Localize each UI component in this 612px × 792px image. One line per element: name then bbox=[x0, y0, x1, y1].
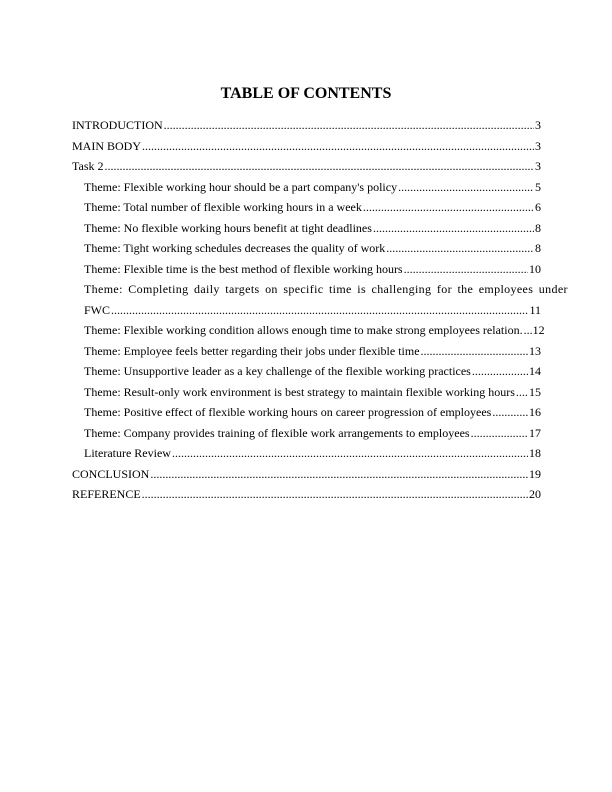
toc-entry-text: Theme: Positive effect of flexible working hours on career progression of employees bbox=[84, 405, 492, 419]
toc-entry-theme-best-method[interactable] bbox=[72, 259, 541, 280]
toc-entry-conclusion[interactable] bbox=[72, 464, 541, 485]
toc-page-number: 5 bbox=[535, 179, 541, 194]
toc-page-number: 13 bbox=[529, 343, 541, 358]
toc-page-number: 15 bbox=[529, 384, 541, 399]
toc-page-number: 12 bbox=[532, 323, 545, 337]
toc-entry-task-2[interactable] bbox=[72, 156, 541, 177]
toc-entry-text: REFERENCE bbox=[72, 487, 141, 501]
toc-entry-text: Theme: Flexible working condition allows enough time to make strong employees relation. bbox=[84, 323, 523, 337]
toc-page-number: 18 bbox=[529, 446, 541, 460]
toc-leader-dots bbox=[373, 218, 534, 239]
toc-leader-dots bbox=[111, 300, 528, 321]
toc-page-number: 3 bbox=[535, 118, 541, 132]
toc-page-number: 16 bbox=[529, 405, 541, 419]
toc-leader-dots bbox=[142, 484, 528, 505]
toc-entry-text: Literature Review bbox=[84, 446, 171, 460]
toc-entry-text: INTRODUCTION bbox=[72, 118, 163, 132]
toc-entry-literature-review[interactable] bbox=[72, 443, 541, 464]
toc-entry-text: Theme: Company provides training of flexible work arrangements to employees bbox=[84, 425, 470, 440]
toc-entry-main-body[interactable] bbox=[72, 136, 541, 157]
toc-entry-theme-company-policy[interactable] bbox=[72, 177, 541, 198]
toc-leader-dots bbox=[363, 197, 534, 218]
toc-entry-text: Theme: Completing daily targets on specific time is challenging for the employees under bbox=[84, 282, 568, 296]
toc-entry-theme-daily-targets[interactable] bbox=[72, 279, 568, 300]
toc-leader-dots bbox=[398, 177, 534, 198]
toc-leader-dots bbox=[386, 238, 534, 259]
toc-entry-text: Theme: Flexible working hour should be a part company's policy bbox=[84, 179, 398, 194]
toc-entry-theme-employee-relation[interactable] bbox=[72, 320, 545, 341]
toc-entry-text: Task 2 bbox=[72, 159, 104, 173]
toc-leader-dots bbox=[172, 443, 528, 464]
toc-page-number: 8 bbox=[535, 220, 541, 235]
toc-entry-text: Theme: No flexible working hours benefit at tight deadlines bbox=[84, 220, 372, 235]
toc-list bbox=[72, 115, 568, 505]
toc-leader-dots bbox=[492, 402, 528, 423]
toc-entry-text: Theme: Tight working schedules decreases the quality of work bbox=[84, 241, 386, 255]
toc-entry-theme-employee-feels-better[interactable] bbox=[72, 341, 541, 362]
toc-entry-theme-career-progression[interactable] bbox=[72, 402, 541, 423]
toc-entry-theme-training[interactable] bbox=[72, 423, 541, 444]
toc-leader-dots bbox=[472, 361, 528, 382]
toc-title: TABLE OF CONTENTS bbox=[220, 85, 392, 102]
toc-entry-theme-unsupportive-leader[interactable] bbox=[72, 361, 541, 382]
toc-page-number: 14 bbox=[529, 364, 541, 378]
toc-leader-dots bbox=[142, 136, 534, 157]
toc-entry-theme-quality-of-work[interactable] bbox=[72, 238, 541, 259]
toc-page-number: 11 bbox=[529, 302, 541, 317]
toc-entry-text: Theme: Employee feels better regarding their jobs under flexible time bbox=[84, 343, 420, 358]
toc-leader-dots bbox=[164, 115, 534, 136]
toc-page-number: 6 bbox=[535, 200, 541, 214]
toc-leader-dots bbox=[404, 259, 528, 280]
toc-entry-text: CONCLUSION bbox=[72, 466, 150, 481]
toc-leader-dots bbox=[516, 382, 528, 403]
toc-entry-reference[interactable] bbox=[72, 484, 541, 505]
toc-entry-text: Theme: Total number of flexible working hours in a week bbox=[84, 200, 362, 214]
toc-page-number: 3 bbox=[535, 159, 541, 173]
toc-page-number: 20 bbox=[529, 487, 541, 501]
toc-leader-dots bbox=[421, 341, 528, 362]
toc-page-number: 8 bbox=[535, 241, 541, 255]
toc-leader-dots bbox=[524, 320, 532, 341]
toc-entry-text: Theme: Unsupportive leader as a key challenge of the flexible working practices bbox=[84, 364, 471, 378]
toc-leader-dots bbox=[150, 464, 528, 485]
toc-entry-theme-hours-per-week[interactable] bbox=[72, 197, 541, 218]
toc-entry-introduction[interactable] bbox=[72, 115, 541, 136]
toc-entry-text: Theme: Flexible time is the best method of flexible working hours bbox=[84, 261, 403, 276]
toc-leader-dots bbox=[471, 423, 528, 444]
toc-page-number: 19 bbox=[529, 466, 541, 481]
toc-page-number: 10 bbox=[529, 261, 541, 276]
toc-leader-dots bbox=[105, 156, 535, 177]
toc-entry-theme-daily-targets-continued[interactable] bbox=[72, 300, 541, 321]
toc-entry-text: Theme: Result-only work environment is best strategy to maintain flexible working hours bbox=[84, 384, 515, 399]
toc-entry-text: MAIN BODY bbox=[72, 138, 141, 153]
toc-page-number: 17 bbox=[529, 425, 541, 440]
toc-entry-theme-tight-deadlines[interactable] bbox=[72, 218, 541, 239]
toc-entry-text-continued: FWC bbox=[84, 302, 111, 317]
toc-entry-theme-result-only[interactable] bbox=[72, 382, 541, 403]
toc-page-number: 3 bbox=[535, 138, 541, 153]
